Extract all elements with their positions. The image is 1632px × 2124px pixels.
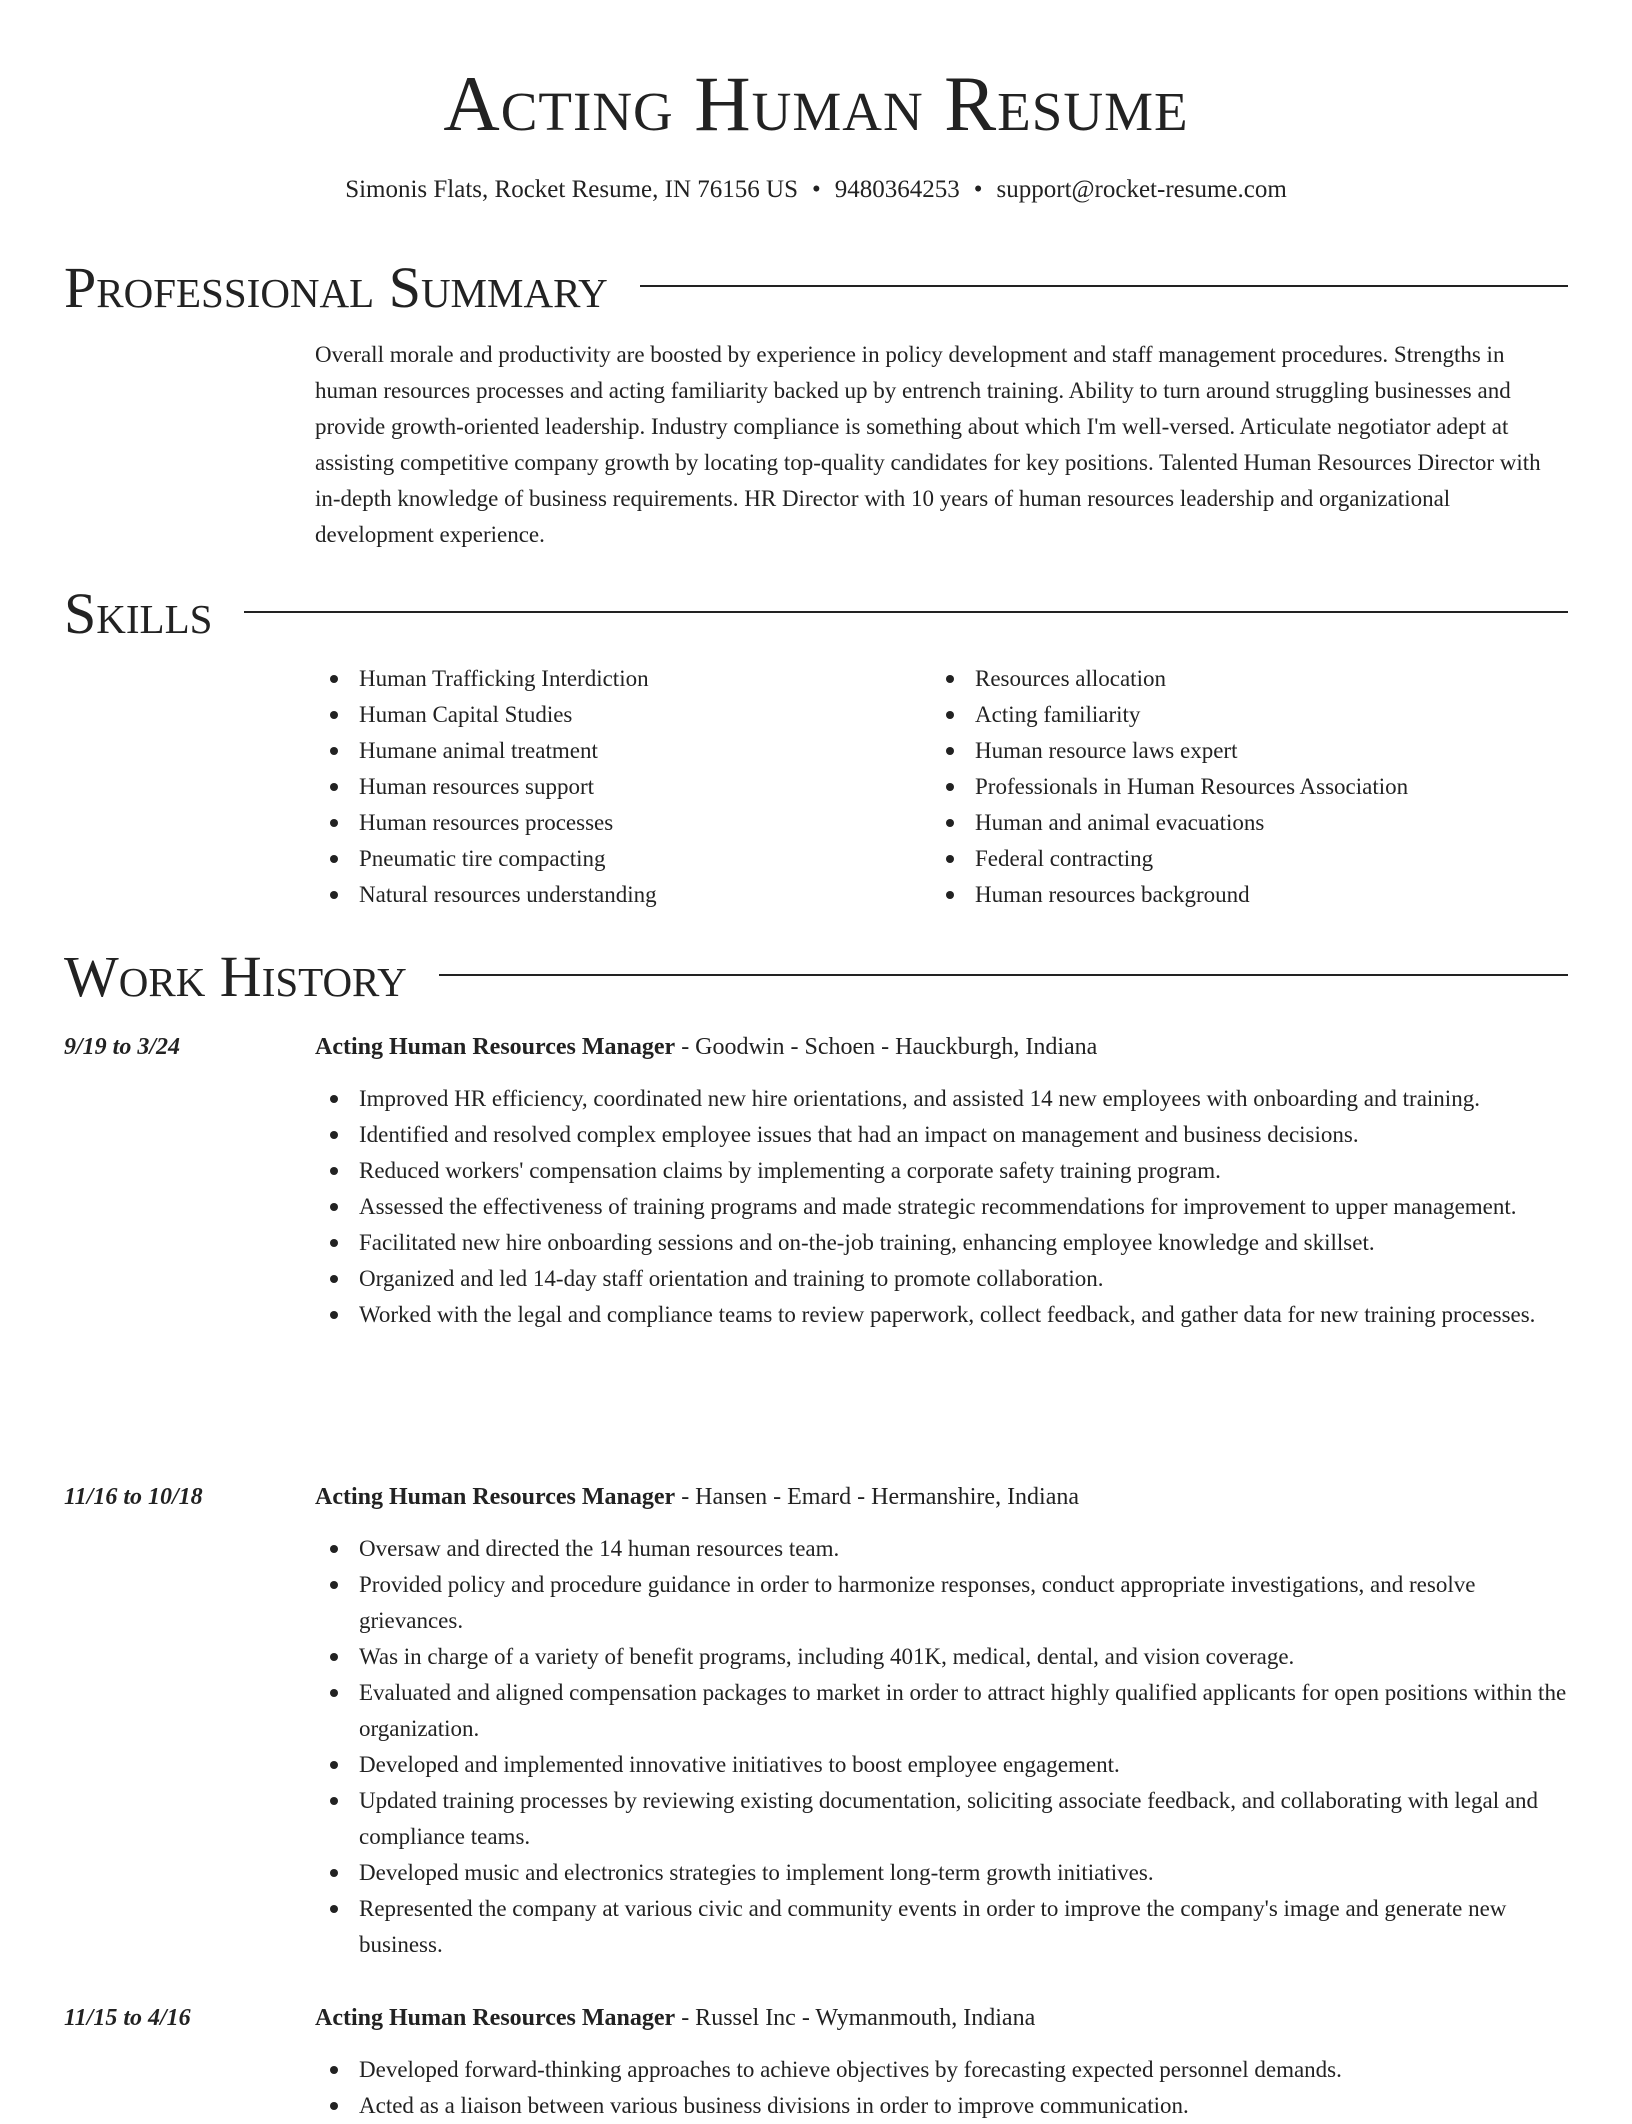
job-duty-item: Oversaw and directed the 14 human resources team. [315,1531,1568,1567]
skill-item: Human Capital Studies [315,697,915,733]
job-duty-item: Developed and implemented innovative initiatives to boost employee engagement. [315,1747,1568,1783]
job-dates: 11/16 to 10/18 [64,1484,203,1510]
job-duty-item: Evaluated and aligned compensation packages to market in order to attract highly qualified applicants for open positions within the organization. [315,1675,1568,1747]
job-header [315,1029,1568,1065]
job-duty-item: Reduced workers' compensation claims by implementing a corporate safety training program. [315,1153,1568,1189]
skills-section-header [64,574,1568,654]
job-company: - Goodwin - Schoen - Hauckburgh, Indiana [675,1034,1098,1060]
skill-item: Human resource laws expert [931,733,1531,769]
job-title: Acting Human Resources Manager [315,1034,676,1060]
job-duty-item: Was in charge of a variety of benefit programs, including 401K, medical, dental, and vision coverage. [315,1639,1568,1675]
job-duty-item: Assessed the effectiveness of training programs and made strategic recommendations for improvement to upper management. [315,1189,1568,1225]
contact-address: Simonis Flats, Rocket Resume, IN 76156 US [345,176,798,203]
skill-item: Humane animal treatment [315,733,915,769]
job-duty-item: Provided policy and procedure guidance in order to harmonize responses, conduct appropriate investigations, and resolve grievances. [315,1567,1568,1639]
job-title: Acting Human Resources Manager [315,1484,676,1510]
skill-item: Human and animal evacuations [931,805,1531,841]
job-duty-item: Organized and led 14-day staff orientation and training to promote collaboration. [315,1261,1568,1297]
skills-column-right [931,661,1531,913]
job-header [315,2000,1568,2036]
skill-item: Natural resources understanding [315,877,915,913]
job-duty-item: Improved HR efficiency, coordinated new hire orientations, and assisted 14 new employees with onboarding and training. [315,1081,1568,1117]
job-title: Acting Human Resources Manager [315,2005,676,2031]
contact-separator: • [973,176,983,203]
skill-item: Human resources processes [315,805,915,841]
job-header [315,1479,1568,1515]
job-duty-item: Updated training processes by reviewing existing documentation, soliciting associate feedback, and collaborating with legal and compliance teams. [315,1783,1568,1855]
contact-line [0,170,1632,210]
contact-separator: • [811,176,821,203]
work-history-heading: Work History [64,944,407,1009]
section-divider [439,974,1568,976]
skill-item: Resources allocation [931,661,1531,697]
contact-phone: 9480364253 [834,176,960,203]
contact-email[interactable]: support@rocket-resume.com [996,176,1287,203]
job-dates: 11/15 to 4/16 [64,2005,191,2031]
skills-column-left [315,661,915,913]
skill-item: Federal contracting [931,841,1531,877]
job-duties [315,1081,1568,1333]
job-duty-item: Acted as a liaison between various business divisions in order to improve communication. [315,2088,1568,2124]
summary-section-header [64,248,1568,328]
section-divider [244,611,1568,613]
job-dates: 9/19 to 3/24 [64,1034,181,1060]
job-duty-item: Facilitated new hire onboarding sessions and on-the-job training, enhancing employee knowledge and skillset. [315,1225,1568,1261]
section-divider [640,285,1568,287]
summary-text: Overall morale and productivity are boosted by experience in policy development and staff management procedures. Strengths in human resources processes and acting familiarity backed up by entrench training. Ability to turn around struggling businesses and provide growth-oriented leadership. Industry compliance is something about which I'm well-versed. Articulate negotiator adept at assisting competitive company growth by locating top-quality candidates for key positions. Talented Human Resources Director with in-depth knowledge of business requirements. HR Director with 10 years of human resources leadership and organizational development experience. [315,342,1541,547]
skill-item: Human resources background [931,877,1531,913]
job-duties [315,2052,1568,2124]
job-duty-item: Worked with the legal and compliance teams to review paperwork, collect feedback, and gather data for new training processes. [315,1297,1568,1333]
job-company: - Hansen - Emard - Hermanshire, Indiana [675,1484,1080,1510]
work-history-section-header [64,937,1568,1017]
skill-item: Acting familiarity [931,697,1531,733]
skill-item: Human resources support [315,769,915,805]
skill-item: Pneumatic tire compacting [315,841,915,877]
skill-item: Professionals in Human Resources Association [931,769,1531,805]
skill-item: Human Trafficking Interdiction [315,661,915,697]
job-duty-item: Developed forward-thinking approaches to achieve objectives by forecasting expected personnel demands. [315,2052,1568,2088]
job-company: - Russel Inc - Wymanmouth, Indiana [675,2005,1036,2031]
resume-title: Acting Human Resume [443,60,1189,147]
summary-heading: Professional Summary [64,255,608,320]
job-duty-item: Represented the company at various civic and community events in order to improve the company's image and generate new business. [315,1891,1568,1963]
job-duty-item: Identified and resolved complex employee issues that had an impact on management and business decisions. [315,1117,1568,1153]
job-duties [315,1531,1568,1963]
job-duty-item: Developed music and electronics strategies to implement long-term growth initiatives. [315,1855,1568,1891]
skills-heading: Skills [64,581,213,646]
